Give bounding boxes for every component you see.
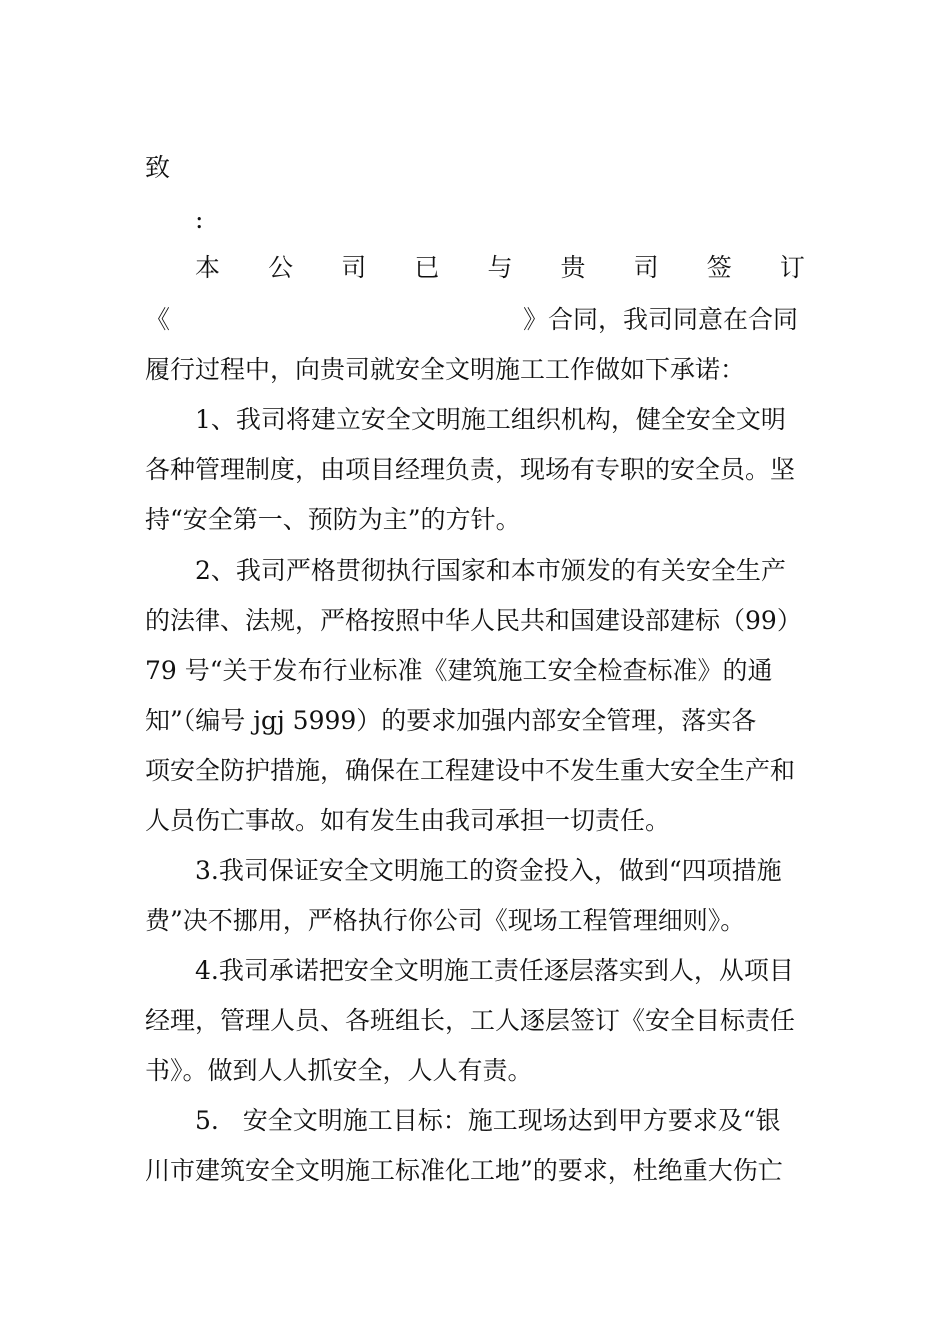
item2-line: 79 号“关于发布行业标准《建筑施工安全检查标准》的通 [145,656,773,685]
item4-line: 经理，管理人员、各班组长，工人逐层签订《安全目标责任 [145,1006,796,1035]
item4-line: 书》。做到人人抓安全，人人有责。 [145,1056,533,1085]
item2-line: 的法律、法规，严格按照中华人民共和国建设部建标（99） [145,606,802,635]
salutation: 致 [145,153,171,182]
item4-line: 4.我司承诺把安全文明施工责任逐层落实到人，从项目 [195,956,794,985]
intro-line-3: 履行过程中，向贵司就安全文明施工工作做如下承诺： [145,355,746,384]
contract-close-text: 》合同，我司同意在合同 [523,305,799,334]
item5-line: 川市建筑安全文明施工标准化工地”的要求，杜绝重大伤亡 [145,1156,783,1185]
intro-char: 贵 [560,253,586,282]
item1-line: 持“安全第一、预防为主”的方针。 [145,505,521,534]
item3-line: 3.我司保证安全文明施工的资金投入，做到“四项措施 [195,856,782,885]
item2-line: 知”（编号 jgj 5999）的要求加强内部安全管理，落实各 [145,706,757,735]
intro-char: 签 [706,253,732,282]
item5-line: 5. 安全文明施工目标：施工现场达到甲方要求及“银 [195,1106,781,1135]
intro-line-1 [195,252,805,284]
item3-line: 费”决不挪用，严格执行你公司《现场工程管理细则》。 [145,906,746,935]
item2-line: 项安全防护措施，确保在工程建设中不发生重大安全生产和 [145,756,796,785]
intro-line-2 [145,304,805,336]
intro-char: 本 [195,253,221,282]
item2-line: 人员伤亡事故。如有发生由我司承担一切责任。 [145,806,671,835]
intro-char: 已 [414,253,440,282]
intro-char: 订 [779,253,805,282]
item2-line: 2、我司严格贯彻执行国家和本市颁发的有关安全生产 [195,556,786,585]
recipient-colon: : [195,205,204,234]
intro-char: 司 [633,253,659,282]
item1-line: 1、我司将建立安全文明施工组织机构，健全安全文明 [195,405,786,434]
intro-char: 公 [268,253,294,282]
intro-char: 司 [341,253,367,282]
item1-line: 各种管理制度，由项目经理负责，现场有专职的安全员。坚 [145,455,796,484]
contract-open-bracket: 《 [145,305,171,334]
intro-char: 与 [487,253,513,282]
